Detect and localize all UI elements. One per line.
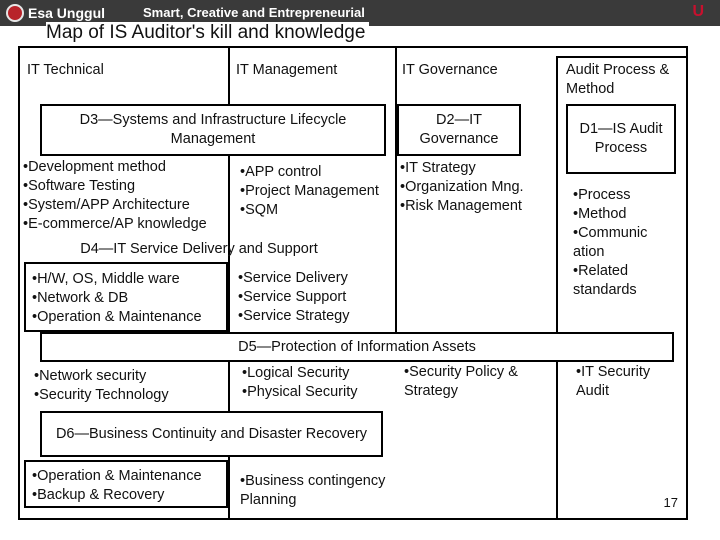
divider-management-governance: [395, 46, 397, 336]
list-item: • E-commerce/AP knowledge: [23, 215, 207, 234]
university-emblem-icon: [6, 4, 24, 22]
header-tagline: Smart, Creative and Entrepreneurial: [143, 5, 365, 20]
list-item: • IT Security Audit: [576, 363, 676, 401]
list-item: • Related standards: [573, 262, 655, 300]
university-logo: [6, 2, 126, 24]
d3-management-list: [240, 163, 379, 220]
d5-governance-list: [404, 363, 544, 401]
d3-technical-list: [23, 158, 207, 234]
list-item: • Security Technology: [34, 386, 169, 405]
corner-mark: U: [692, 3, 704, 20]
domain-d1-box: D1—IS Audit Process: [566, 104, 676, 174]
list-item: • Network & DB: [32, 289, 202, 308]
column-header-audit-process: Audit Process & Method: [566, 62, 670, 97]
list-item: • SQM: [240, 201, 379, 220]
d1-audit-list: [573, 186, 681, 300]
d4-management-list: [238, 269, 349, 326]
domain-d2-box: D2—IT Governance: [397, 104, 521, 156]
list-item: • APP control: [240, 163, 379, 182]
logo-text: Esa Unggul: [28, 5, 106, 21]
d5-audit-list: [576, 363, 676, 401]
list-item: • Project Management: [240, 182, 379, 201]
list-item: • Operation & Maintenance: [32, 467, 202, 486]
d2-governance-list: [400, 159, 524, 216]
list-item: • Security Policy & Strategy: [404, 363, 544, 401]
list-item: • Business contingency Planning: [240, 472, 408, 510]
list-item: • Organization Mng.: [400, 178, 524, 197]
list-item: • System/APP Architecture: [23, 196, 207, 215]
list-item: • Service Delivery: [238, 269, 349, 288]
list-item: • Physical Security: [242, 383, 357, 402]
list-item: • H/W, OS, Middle ware: [32, 270, 202, 289]
domain-d4-box: D4—IT Service Delivery and Support: [80, 240, 318, 257]
list-item: • Logical Security: [242, 364, 357, 383]
list-item: • Service Strategy: [238, 307, 349, 326]
list-item: • Development method: [23, 158, 207, 177]
list-item: • Service Support: [238, 288, 349, 307]
column-header-it-management: IT Management: [236, 62, 338, 78]
d5-technical-list: [34, 367, 169, 405]
list-item: • Communic ation: [573, 224, 655, 262]
slide-title: Map of IS Auditor's kill and knowledge: [46, 22, 369, 44]
list-item: • Backup & Recovery: [32, 486, 202, 505]
page-number: 17: [663, 495, 678, 510]
d6-technical-list: [32, 467, 202, 505]
column-header-it-technical: IT Technical: [27, 62, 104, 78]
domain-d3-box: D3—Systems and Infrastructure Lifecycle Management: [40, 104, 386, 156]
list-item: • Risk Management: [400, 197, 524, 216]
list-item: • Operation & Maintenance: [32, 308, 202, 327]
list-item: • Process: [573, 186, 681, 205]
list-item: • IT Strategy: [400, 159, 524, 178]
list-item: • Network security: [34, 367, 169, 386]
list-item: • Method: [573, 205, 681, 224]
domain-d5-box: D5—Protection of Information Assets: [40, 332, 674, 362]
d4-technical-list: [32, 270, 202, 327]
column-header-it-governance: IT Governance: [402, 62, 498, 78]
list-item: • Software Testing: [23, 177, 207, 196]
d6-management-list: [240, 472, 408, 510]
domain-d6-box: D6—Business Continuity and Disaster Recovery: [40, 411, 383, 457]
d5-management-list: [242, 364, 357, 402]
